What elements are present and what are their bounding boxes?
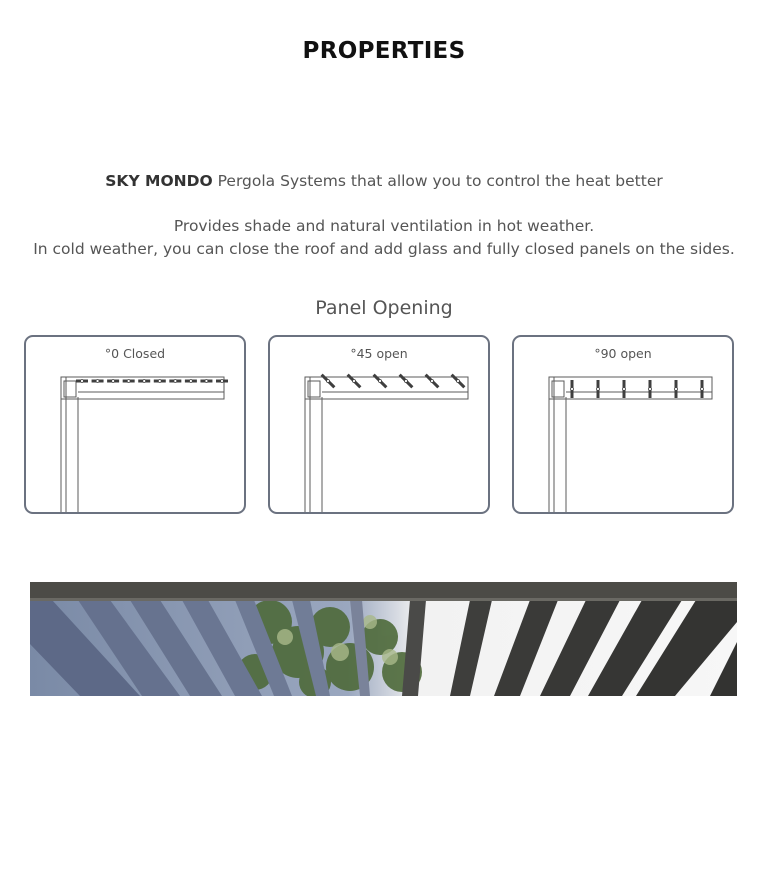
louver-slat bbox=[169, 380, 181, 383]
panel-90-open bbox=[512, 335, 734, 514]
louver-slat bbox=[216, 380, 228, 383]
louver-slat bbox=[123, 380, 135, 383]
closed-louver-diagram bbox=[26, 337, 244, 512]
page-title: PROPERTIES bbox=[302, 38, 466, 64]
pergola-photo bbox=[30, 582, 737, 696]
top-beam bbox=[30, 582, 737, 600]
description-line-1: Provides shade and natural ventilation in hot weather. bbox=[173, 217, 595, 235]
panel-closed bbox=[24, 335, 246, 514]
louver-slat bbox=[107, 380, 119, 383]
90-open-louver-diagram bbox=[514, 337, 732, 512]
panel-45-open bbox=[268, 335, 490, 514]
pergola-louvers-image bbox=[30, 582, 737, 696]
louver-slat bbox=[701, 380, 704, 398]
louver-slat bbox=[154, 380, 166, 383]
45-open-louver-diagram bbox=[270, 337, 488, 512]
brand-name: SKY MONDO bbox=[105, 172, 213, 190]
headline bbox=[0, 172, 768, 190]
louver-slat bbox=[623, 380, 626, 398]
louver-slat bbox=[185, 380, 197, 383]
headline-text: Pergola Systems that allow you to control the heat better bbox=[217, 172, 663, 190]
louver-slat bbox=[200, 380, 212, 383]
louver-slat bbox=[571, 380, 574, 398]
louver-slat bbox=[76, 380, 88, 383]
description-line-2: In cold weather, you can close the roof and add glass and fully closed panels on the sides. bbox=[33, 240, 735, 258]
panel-opening-heading: Panel Opening bbox=[315, 297, 453, 319]
louver-slat bbox=[597, 380, 600, 398]
louver-slat bbox=[92, 380, 104, 383]
louver-slat bbox=[649, 380, 652, 398]
louver-slat bbox=[138, 380, 150, 383]
panel-label: °90 open bbox=[594, 346, 652, 361]
panel-label: °0 Closed bbox=[104, 346, 166, 361]
panel-label: °45 open bbox=[350, 346, 408, 361]
louver-slat bbox=[675, 380, 678, 398]
